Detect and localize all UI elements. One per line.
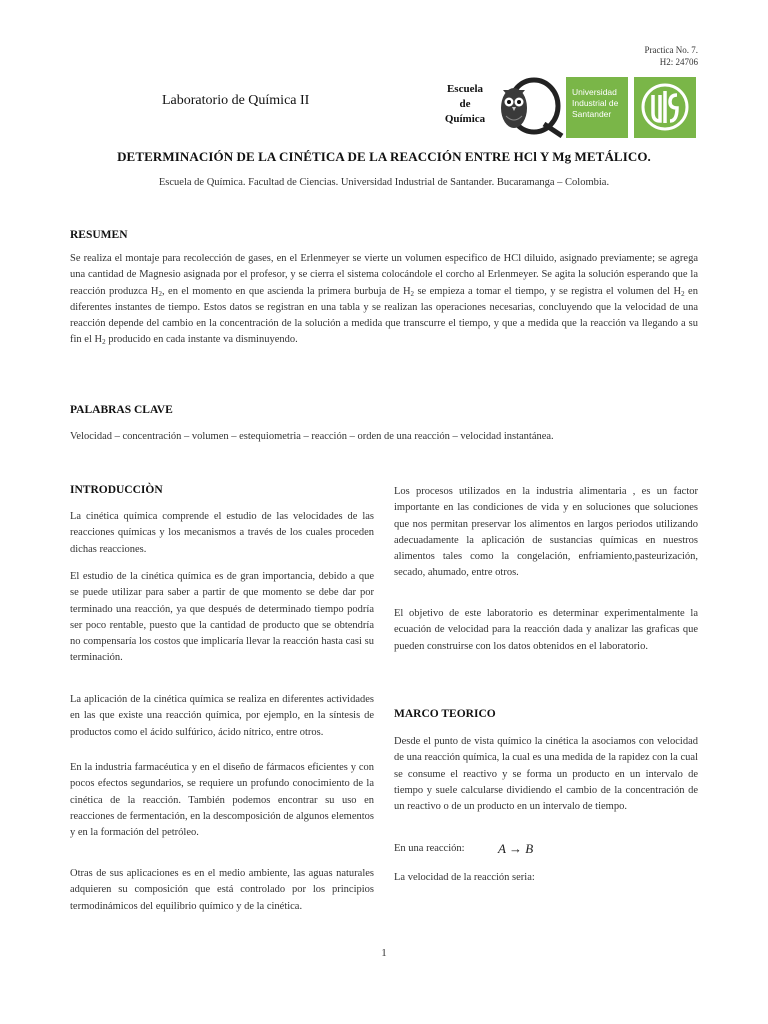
resumen-text: Se realiza el montaje para recolección de gases, en el Erlenmeyer se vierte un volumen especifico de HCl diluido, asignado previamente; se agrega una cantidad de Magnesio asignada por el profesor, y se cierra el sistema colocándole el corcho al Erlenmeyer. Se agita la solución esperando que la reacción produzca $H_2$, en el momento en que ascienda la primera burbuja de $H_2$ se empieza a tomar el tiempo, y se registra el volumen del $H_2$ en diferentes instantes de tiempo. Estos datos se registran en una tabla y se realizan las operaciones necesarias, concluyendo que la velocidad de una reacción depende del cambio en la concentración de la solución a medida que transcurre el tiempo, y que a medida que la reacción va llegando a su fin el $H_2$ producido en cada instante va disminuyendo.: [70, 253, 698, 347]
affiliation: Escuela de Química. Facultad de Ciencias. Universidad Industrial de Santander. Bucaramanga – Colombia.: [158, 177, 610, 188]
right-paragraph: Los procesos utilizados en la industria alimentaria , es un factor importante en las condiciones de vida y en soluciones que soluciones que nos permitan preservar los alimentos en largos periodos utilizando adecuadamente la aplicación de sustancias químicas en nuestros alimentos tales como la congelación, enfriamiento,pasteurización, secado, ahumado, entre otros.: [394, 486, 698, 579]
rate-label: La velocidad de la reacción seria:: [394, 872, 535, 883]
resumen-heading: RESUMEN: [70, 229, 128, 241]
uis-logo-text: Universidad Industrial de Santander: [566, 77, 628, 138]
equation-label: En una reacción:: [394, 843, 465, 854]
marco-teorico-text: Desde el punto de vista químico la cinética la asociamos con velocidad de una reacción química, la cual es una medida de la rapidez con la cual se consume el reactivo y se forma un producto en un intervalo de tiempo y suele calcularse dividiendo el cambio de la concentración de un reactivo o de un producto en un intervalo de tiempo.: [394, 736, 698, 813]
marco-teorico-heading: MARCO TEORICO: [394, 708, 496, 720]
right-paragraph: El objetivo de este laboratorio es determinar experimentalmente la ecuación de velocidad para la reacción dada y analizar las graficas que pueden construirse con los datos obtenidos en el laboratorio.: [394, 608, 698, 652]
group-code: H2: 24706: [659, 57, 698, 67]
intro-paragraph: Otras de sus aplicaciones es en el medio ambiente, las aguas naturales adquieren su composición que está controlado por los principios termodinámicos del equilibrio químico y de la cinética.: [70, 868, 374, 912]
introduccion-heading: INTRODUCCIÒN: [70, 484, 163, 496]
owl-q-logo-icon: [494, 74, 564, 138]
practice-number: Practica No. 7.: [644, 45, 698, 55]
keywords-heading: PALABRAS CLAVE: [70, 404, 173, 416]
page-number: 1: [381, 947, 387, 959]
intro-paragraph: El estudio de la cinética química es de gran importancia, debido a que se puede utilizar para saber a partir de que momento se debe dar por terminado una reacción, ya que después de determinado tiempo podría ser poco rentable, puesto que la cantidad de producto que se obtendría no compensaría los costos que implicaría llevar la reacción hasta casi su terminación.: [70, 571, 374, 664]
intro-paragraph: La cinética química comprende el estudio de las velocidades de las reacciones químicas y los mecanismos a través de los cuales proceden dichas reacciones.: [70, 511, 374, 555]
keywords-text: Velocidad – concentración – volumen – estequiometria – reacción – orden de una reacción – velocidad instantánea.: [70, 431, 554, 442]
intro-paragraph: En la industria farmacéutica y en el diseño de fármacos eficientes y con pocos efectos segundarios, se requiere un profundo conocimiento de la cinética de la reacción. También podemos encontrar su uso en reacciones de fermentación, en la descomposición de algunos elementos y en la formación del petróleo.: [70, 762, 374, 839]
document-title: DETERMINACIÓN DE LA CINÉTICA DE LA REACCIÓN ENTRE HCl Y Mg METÁLICO.: [117, 149, 651, 164]
reaction-equation: A → B: [498, 841, 534, 856]
lab-title: Laboratorio de Química II: [162, 93, 310, 108]
school-logo-text: Escuela de Química: [444, 83, 486, 125]
uis-emblem-icon: [634, 77, 696, 138]
practice-info: [645, 44, 698, 68]
intro-paragraph: La aplicación de la cinética química se realiza en diferentes actividades en las que existe una reacción química, por ejemplo, en la síntesis de productos como el ácido sulfúrico, ácido nítrico, entre otros.: [70, 694, 374, 738]
